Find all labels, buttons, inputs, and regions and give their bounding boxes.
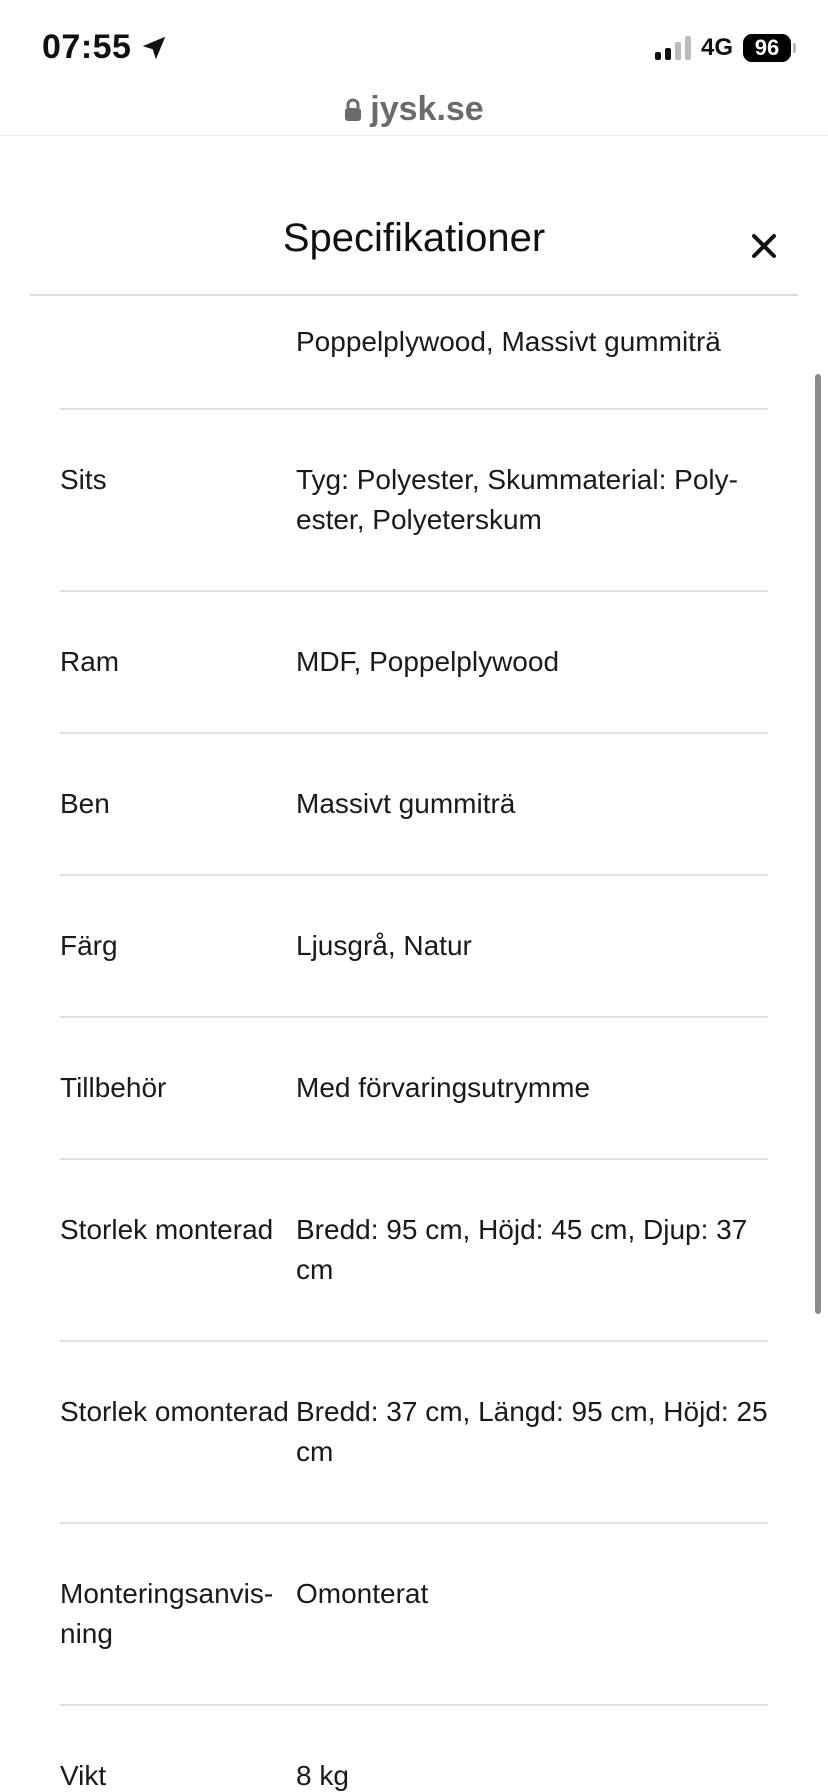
spec-label: Monteringsanvisning bbox=[60, 1578, 274, 1649]
spec-row bbox=[60, 1342, 768, 1524]
url-bar[interactable] bbox=[0, 84, 828, 136]
url-text: jysk.se bbox=[370, 90, 484, 128]
spec-label: Färg bbox=[60, 930, 118, 961]
status-time-text: 07:55 bbox=[42, 28, 132, 66]
spec-list bbox=[60, 298, 768, 1792]
status-bar bbox=[0, 0, 828, 96]
spec-label: Tillbehör bbox=[60, 1072, 167, 1103]
battery-tip-icon bbox=[793, 43, 796, 53]
network-type: 4G bbox=[700, 34, 733, 61]
spec-row bbox=[60, 298, 768, 410]
spec-row bbox=[60, 1160, 768, 1342]
spec-value: Bredd: 95 cm, Höjd: 45 cm, Djup: 37 cm bbox=[296, 1214, 748, 1285]
status-right bbox=[655, 34, 796, 62]
spec-label: Ram bbox=[60, 646, 120, 677]
spec-row bbox=[60, 1524, 768, 1706]
spec-label: Sits bbox=[60, 464, 107, 495]
spec-row bbox=[60, 410, 768, 592]
modal-header bbox=[30, 200, 798, 296]
spec-row bbox=[60, 734, 768, 876]
spec-value: Med förvaringsutrymme bbox=[296, 1072, 591, 1103]
close-icon[interactable] bbox=[746, 228, 782, 264]
lock-icon bbox=[344, 98, 362, 122]
spec-row bbox=[60, 1018, 768, 1160]
spec-value: Tyg: Polyester, Skummaterial: Polyester, Polyeterskum bbox=[296, 464, 738, 535]
spec-value: Massivt gummiträ bbox=[296, 788, 516, 819]
spec-value: Poppelplywood, Massivt gummiträ bbox=[296, 326, 721, 357]
spec-value: MDF, Poppelplywood bbox=[296, 646, 560, 677]
spec-label: Ben bbox=[60, 788, 110, 819]
spec-label: Vikt bbox=[60, 1760, 107, 1791]
spec-value: Bredd: 37 cm, Längd: 95 cm, Höjd: 25 cm bbox=[296, 1396, 768, 1467]
cellular-signal-icon bbox=[655, 36, 691, 60]
spec-value: Omonterat bbox=[296, 1578, 429, 1609]
spec-value: 8 kg bbox=[296, 1760, 349, 1791]
battery-icon bbox=[743, 34, 791, 62]
scrollbar[interactable] bbox=[815, 374, 821, 1314]
spec-row bbox=[60, 1706, 768, 1792]
page-title: Specifikationer bbox=[282, 216, 546, 260]
spec-label: Storlek omonterad bbox=[60, 1396, 289, 1427]
spec-label bbox=[60, 322, 296, 362]
location-arrow-icon bbox=[139, 33, 169, 63]
battery-level: 96 bbox=[754, 35, 780, 60]
spec-row bbox=[60, 876, 768, 1018]
spec-row bbox=[60, 592, 768, 734]
status-time bbox=[42, 28, 169, 67]
spec-label: Storlek monterad bbox=[60, 1214, 274, 1245]
spec-value: Ljusgrå, Natur bbox=[296, 930, 472, 961]
